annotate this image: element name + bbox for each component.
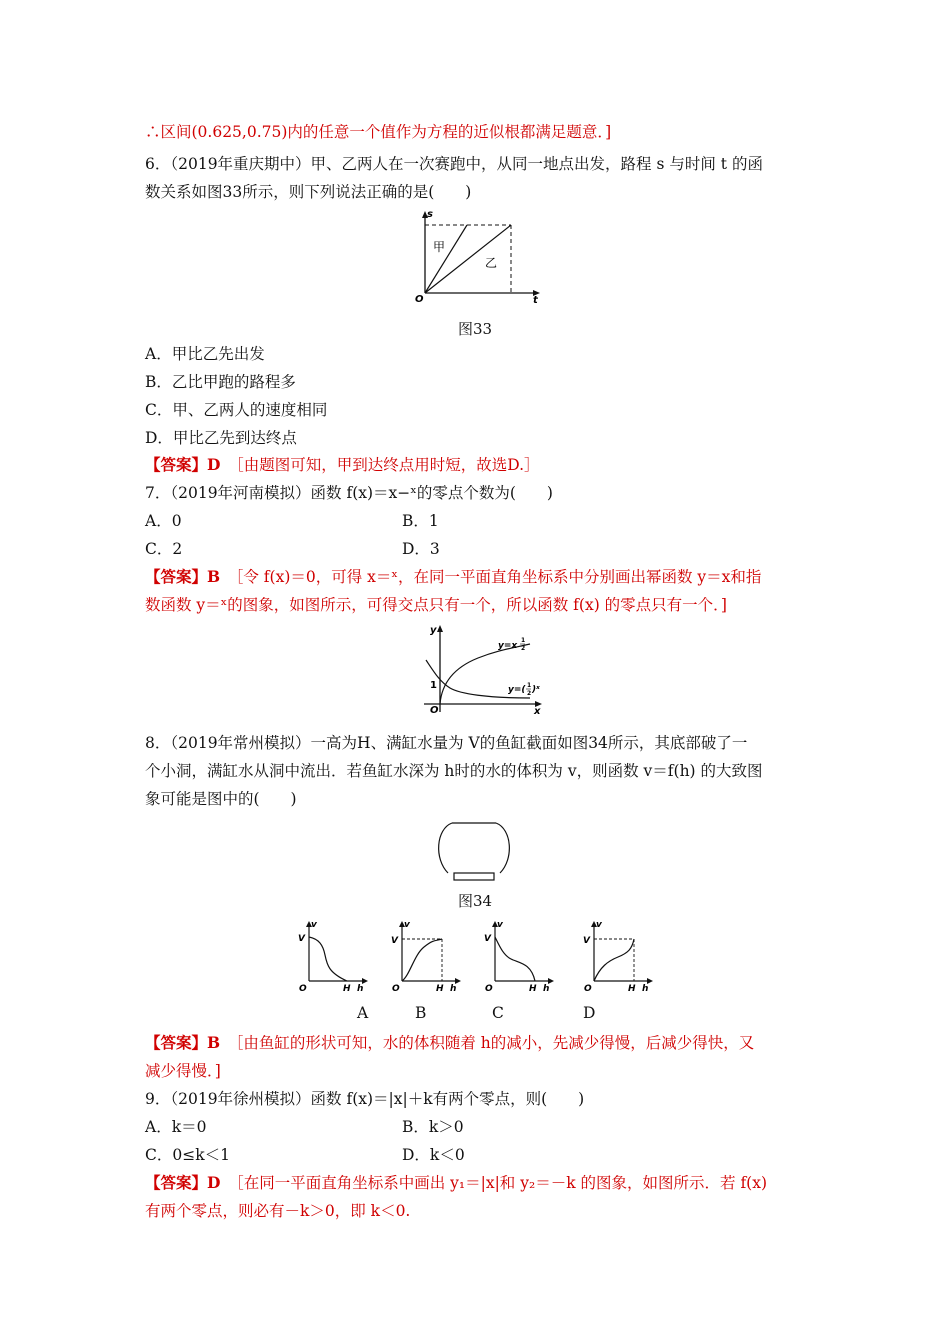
axis-t-label: t [533, 295, 538, 305]
question-6-line1: 6．（2019年重庆期中）甲、乙两人在一次赛跑中，从同一地点出发，路程 s 与时间 t 的函 [145, 155, 763, 173]
question-8-line1: 8．（2019年常州模拟）一高为H、满缸水量为 V的鱼缸截面如图34所示，其底部破了一 [145, 734, 748, 752]
answer-7-line1 [145, 567, 761, 587]
axis-s-label: s [427, 209, 433, 220]
curve-exp-label-start: y=( [508, 685, 526, 695]
axis-label: V [583, 936, 590, 946]
question-9: 9．（2019年徐州模拟）函数 f(x)＝|x|＋k有两个零点，则( ) [145, 1090, 585, 1108]
q9-option-a: A．k＝0 [145, 1118, 207, 1136]
axis-label: v [596, 920, 602, 930]
q7-option-c: C．2 [145, 540, 183, 558]
figure-q7-graphs [418, 620, 558, 715]
question-8-line2: 个小洞，满缸水从洞中流出．若鱼缸水深为 h时的水的体积为 v，则函数 v＝f(h) 的大致图 [145, 762, 763, 780]
q6-option-c: C．甲、乙两人的速度相同 [145, 401, 328, 419]
question-6-line2: 数关系如图33所示，则下列说法正确的是( ) [145, 183, 472, 201]
answer-9-tag: 【答案】D [145, 1173, 221, 1192]
answer-6-tag: 【答案】D [145, 455, 221, 474]
axis-label: v [311, 920, 317, 930]
axis-label: H [343, 984, 351, 994]
origin-label: O [415, 294, 424, 305]
axis-label: H [436, 984, 444, 994]
answer-8-tag: 【答案】B [145, 1033, 221, 1052]
curve-power-label: y=x [498, 641, 518, 651]
figure-34-caption: 图34 [457, 892, 493, 910]
prev-answer-tail: ∴区间(0.625,0.75)内的任意一个值作为方程的近似根都满足题意．] [145, 123, 612, 141]
answer-9-line1 [145, 1173, 767, 1193]
q9-option-c: C．0≤k＜1 [145, 1146, 230, 1164]
axis-label: h [642, 984, 649, 994]
q7-option-d: D．3 [402, 540, 440, 558]
answer-9-line2: 有两个零点，则必有－k＞0，即 k＜0. [145, 1202, 411, 1220]
answer-9-text1: ［在同一平面直角坐标系中画出 y₁＝|x|和 y₂＝－k 的图象，如图所示．若 f(x) [235, 1174, 768, 1192]
q8-option-a-label: A [357, 1004, 369, 1022]
axis-label: O [392, 984, 400, 994]
q6-option-d: D．甲比乙先到达终点 [145, 429, 297, 447]
axis-label: v [497, 920, 503, 930]
question-8-line3: 象可能是图中的( ) [145, 790, 297, 808]
curve-power-exp-den: 2 [521, 645, 526, 652]
curve-exp-half-num: 1 [527, 682, 532, 689]
q6-option-a: A．甲比乙先出发 [145, 345, 265, 363]
axis-label: H [529, 984, 537, 994]
q9-option-b: B．k＞0 [402, 1118, 464, 1136]
axis-y-label: y [430, 625, 437, 636]
axis-label: O [485, 984, 493, 994]
q8-graph-a [295, 915, 375, 995]
axis-label: H [628, 984, 636, 994]
axis-label: O [299, 984, 307, 994]
q9-option-d: D．k＜0 [402, 1146, 465, 1164]
curve-power-exp-num: 1 [521, 637, 526, 644]
axis-label: V [484, 934, 491, 944]
answer-8-line2: 减少得慢．] [145, 1062, 221, 1080]
q8-option-b-label: B [415, 1004, 427, 1022]
q8-graph-d [580, 915, 660, 995]
jia-label: 甲 [433, 240, 446, 254]
y-intercept-label: 1 [430, 680, 437, 691]
answer-8-text1: ［由鱼缸的形状可知，水的体积随着 h的减小，先减少得慢，后减少得快，又 [235, 1034, 755, 1052]
q7-option-a: A．0 [145, 512, 182, 530]
q6-option-b: B．乙比甲跑的路程多 [145, 373, 296, 391]
q8-graph-b [388, 915, 468, 995]
answer-6-text: ［由题图可知，甲到达终点用时短，故选D.］ [235, 456, 540, 474]
answer-7-text1: ［令 f(x)＝0，可得 x＝ˣ，在同一平面直角坐标系中分别画出幂函数 y＝x和指 [235, 568, 762, 586]
q8-option-d-label: D [583, 1004, 596, 1022]
answer-7-tag: 【答案】B [145, 567, 221, 586]
figure-33 [405, 205, 545, 305]
axis-label: h [543, 984, 550, 994]
axis-label: O [584, 984, 592, 994]
axis-label: h [357, 984, 364, 994]
figure-33-caption: 图33 [457, 320, 493, 338]
curve-exp-half-den: 2 [527, 690, 532, 697]
yi-label: 乙 [485, 256, 498, 270]
answer-6 [145, 455, 540, 475]
q8-option-c-label: C [492, 1004, 504, 1022]
axis-label: v [404, 920, 410, 930]
axis-label: h [450, 984, 457, 994]
origin-label: O [430, 705, 439, 715]
axis-label: V [298, 934, 305, 944]
answer-8-line1 [145, 1033, 754, 1053]
q7-option-b: B．1 [402, 512, 439, 530]
q8-graph-c [481, 915, 561, 995]
curve-exp-label-end: )ˣ [532, 685, 540, 695]
axis-label: V [391, 936, 398, 946]
question-7: 7．（2019年河南模拟）函数 f(x)＝x−ˣ的零点个数为( ) [145, 484, 553, 502]
answer-7-line2: 数函数 y＝ˣ的图象，如图所示，可得交点只有一个，所以函数 f(x) 的零点只有一个．] [145, 596, 727, 614]
axis-x-label: x [534, 706, 541, 715]
figure-34-fish-tank [432, 815, 516, 885]
